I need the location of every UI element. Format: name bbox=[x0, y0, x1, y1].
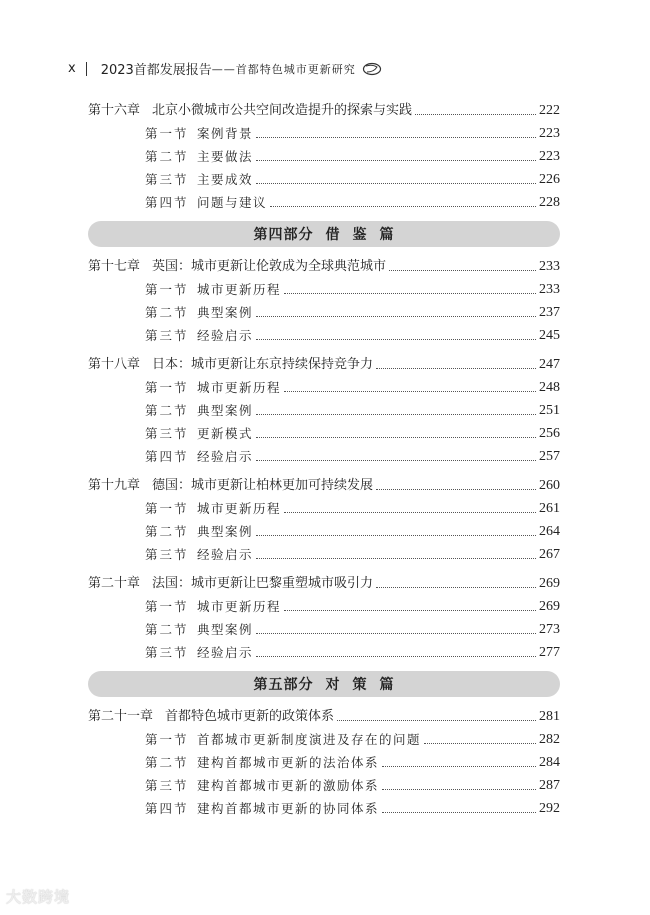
part-banner-text: 策 bbox=[352, 677, 368, 693]
dot-leader bbox=[382, 789, 536, 790]
page-ref: 245 bbox=[539, 327, 560, 343]
dot-leader bbox=[415, 114, 536, 115]
entry-title: 英国：城市更新让伦敦成为全球典范城市 bbox=[152, 258, 387, 274]
entry-title: 典型案例 bbox=[197, 523, 254, 539]
entry-title: 建构首都城市更新的激励体系 bbox=[197, 777, 380, 793]
page-ref: 233 bbox=[539, 258, 560, 274]
toc-section-entry[interactable] bbox=[88, 376, 560, 399]
section-number: 第一节 bbox=[145, 500, 189, 516]
entry-title: 城市更新历程 bbox=[197, 281, 282, 297]
dot-leader bbox=[284, 391, 536, 392]
chapter-number: 第十八章 bbox=[88, 356, 141, 372]
entry-title: 德国：城市更新让柏林更加可持续发展 bbox=[152, 477, 374, 493]
entry-title: 问题与建议 bbox=[197, 194, 268, 210]
dot-leader bbox=[256, 633, 536, 634]
entry-title: 更新模式 bbox=[197, 425, 254, 441]
dot-leader bbox=[376, 489, 536, 490]
dot-leader bbox=[270, 206, 536, 207]
entry-title: 法国：城市更新让巴黎重塑城市吸引力 bbox=[152, 575, 374, 591]
page-ref: 269 bbox=[539, 575, 560, 591]
page-ref: 264 bbox=[539, 523, 560, 539]
toc-section-entry[interactable] bbox=[88, 595, 560, 618]
part-banner-text: 鉴 bbox=[352, 227, 368, 243]
page-ref: 222 bbox=[539, 102, 560, 118]
entry-title: 城市更新历程 bbox=[197, 598, 282, 614]
dot-leader bbox=[256, 414, 536, 415]
page-ref: 267 bbox=[539, 546, 560, 562]
section-number: 第二节 bbox=[145, 304, 189, 320]
toc-section-entry[interactable] bbox=[88, 797, 560, 820]
section-number: 第一节 bbox=[145, 379, 189, 395]
entry-title: 建构首都城市更新的法治体系 bbox=[197, 754, 380, 770]
book-title: 2023首都发展报告 bbox=[100, 63, 212, 78]
section-number: 第一节 bbox=[145, 598, 189, 614]
toc-section-entry[interactable] bbox=[88, 122, 560, 145]
dot-leader bbox=[389, 270, 536, 271]
chapter-number: 第二十一章 bbox=[88, 708, 154, 724]
section-number: 第二节 bbox=[145, 621, 189, 637]
dot-leader bbox=[284, 293, 536, 294]
toc-chapter-entry[interactable] bbox=[88, 572, 560, 595]
page-ref: 226 bbox=[539, 171, 560, 187]
entry-title: 首都城市更新制度演进及存在的问题 bbox=[197, 731, 422, 747]
chapter-number: 第十七章 bbox=[88, 258, 141, 274]
dot-leader bbox=[382, 812, 536, 813]
part-banner-text: 篇 bbox=[379, 227, 395, 243]
toc-chapter-entry[interactable] bbox=[88, 353, 560, 376]
entry-title: 典型案例 bbox=[197, 304, 254, 320]
page-ref: 273 bbox=[539, 621, 560, 637]
entry-title: 北京小微城市公共空间改造提升的探索与实践 bbox=[152, 102, 413, 118]
page-ref: 251 bbox=[539, 402, 560, 418]
page-number: x bbox=[68, 61, 76, 76]
entry-title: 案例背景 bbox=[197, 125, 254, 141]
section-number: 第二节 bbox=[145, 523, 189, 539]
dot-leader bbox=[424, 743, 536, 744]
toc-chapter-entry[interactable] bbox=[88, 474, 560, 497]
toc-section-entry[interactable] bbox=[88, 728, 560, 751]
page-ref: 284 bbox=[539, 754, 560, 770]
dot-leader bbox=[256, 339, 536, 340]
section-number: 第二节 bbox=[145, 402, 189, 418]
dot-leader bbox=[256, 558, 536, 559]
part-banner-text: 篇 bbox=[379, 677, 395, 693]
page-ref: 223 bbox=[539, 125, 560, 141]
entry-title: 经验启示 bbox=[197, 327, 254, 343]
chapter-number: 第十九章 bbox=[88, 477, 141, 493]
toc-section-entry[interactable] bbox=[88, 278, 560, 301]
part-banner-text: 对 bbox=[325, 677, 341, 693]
toc-section-entry[interactable] bbox=[88, 543, 560, 566]
toc-section-entry[interactable] bbox=[88, 751, 560, 774]
toc-chapter-entry[interactable] bbox=[88, 99, 560, 122]
section-number: 第三节 bbox=[145, 327, 189, 343]
page-ref: 281 bbox=[539, 708, 560, 724]
entry-title: 日本：城市更新让东京持续保持竞争力 bbox=[152, 356, 374, 372]
section-number: 第一节 bbox=[145, 281, 189, 297]
section-number: 第四节 bbox=[145, 194, 189, 210]
section-number: 第三节 bbox=[145, 777, 189, 793]
toc-section-entry[interactable] bbox=[88, 641, 560, 664]
dot-leader bbox=[284, 610, 536, 611]
toc-section-entry[interactable] bbox=[88, 301, 560, 324]
page-ref: 247 bbox=[539, 356, 560, 372]
part-banner bbox=[88, 671, 560, 697]
toc-section-entry[interactable] bbox=[88, 168, 560, 191]
section-number: 第二节 bbox=[145, 148, 189, 164]
page-ref: 277 bbox=[539, 644, 560, 660]
section-number: 第三节 bbox=[145, 644, 189, 660]
toc-chapter-entry[interactable] bbox=[88, 705, 560, 728]
part-banner-text: 借 bbox=[325, 227, 341, 243]
toc-section-entry[interactable] bbox=[88, 497, 560, 520]
entry-title: 典型案例 bbox=[197, 402, 254, 418]
toc-chapter-entry[interactable] bbox=[88, 255, 560, 278]
dot-leader bbox=[256, 535, 536, 536]
dot-leader bbox=[337, 720, 536, 721]
page-ref: 223 bbox=[539, 148, 560, 164]
entry-title: 城市更新历程 bbox=[197, 500, 282, 516]
publisher-logo-icon bbox=[362, 62, 382, 76]
part-banner bbox=[88, 221, 560, 247]
page-ref: 260 bbox=[539, 477, 560, 493]
entry-title: 首都特色城市更新的政策体系 bbox=[165, 708, 335, 724]
chapter-number: 第二十章 bbox=[88, 575, 141, 591]
page-ref: 261 bbox=[539, 500, 560, 516]
dot-leader bbox=[382, 766, 536, 767]
dot-leader bbox=[256, 183, 536, 184]
section-number: 第二节 bbox=[145, 754, 189, 770]
entry-title: 经验启示 bbox=[197, 546, 254, 562]
entry-title: 城市更新历程 bbox=[197, 379, 282, 395]
entry-title: 建构首都城市更新的协同体系 bbox=[197, 800, 380, 816]
running-header bbox=[68, 59, 382, 78]
toc-section-entry[interactable] bbox=[88, 191, 560, 214]
toc-section-entry[interactable] bbox=[88, 422, 560, 445]
toc-section-entry[interactable] bbox=[88, 618, 560, 641]
section-number: 第四节 bbox=[145, 448, 189, 464]
section-number: 第三节 bbox=[145, 425, 189, 441]
toc-section-entry[interactable] bbox=[88, 445, 560, 468]
page-ref: 257 bbox=[539, 448, 560, 464]
table-of-contents bbox=[88, 99, 560, 820]
section-number: 第一节 bbox=[145, 125, 189, 141]
section-number: 第一节 bbox=[145, 731, 189, 747]
dot-leader bbox=[256, 437, 536, 438]
page-ref: 237 bbox=[539, 304, 560, 320]
toc-section-entry[interactable] bbox=[88, 399, 560, 422]
entry-title: 经验启示 bbox=[197, 644, 254, 660]
entry-title: 典型案例 bbox=[197, 621, 254, 637]
toc-section-entry[interactable] bbox=[88, 520, 560, 543]
dot-leader bbox=[256, 460, 536, 461]
dot-leader bbox=[256, 160, 536, 161]
toc-section-entry[interactable] bbox=[88, 774, 560, 797]
page-ref: 228 bbox=[539, 194, 560, 210]
entry-title: 主要成效 bbox=[197, 171, 254, 187]
toc-section-entry[interactable] bbox=[88, 145, 560, 168]
page-ref: 233 bbox=[539, 281, 560, 297]
entry-title: 主要做法 bbox=[197, 148, 254, 164]
dot-leader bbox=[376, 587, 536, 588]
section-number: 第三节 bbox=[145, 546, 189, 562]
dot-leader bbox=[256, 316, 536, 317]
dot-leader bbox=[284, 512, 536, 513]
header-divider bbox=[86, 62, 87, 76]
page-ref: 287 bbox=[539, 777, 560, 793]
dot-leader bbox=[256, 656, 536, 657]
page-ref: 248 bbox=[539, 379, 560, 395]
chapter-number: 第十六章 bbox=[88, 102, 141, 118]
book-subtitle: ——首都特色城市更新研究 bbox=[211, 62, 356, 76]
page-ref: 269 bbox=[539, 598, 560, 614]
toc-section-entry[interactable] bbox=[88, 324, 560, 347]
page-ref: 256 bbox=[539, 425, 560, 441]
entry-title: 经验启示 bbox=[197, 448, 254, 464]
part-banner-text: 第四部分 bbox=[253, 227, 314, 243]
section-number: 第三节 bbox=[145, 171, 189, 187]
section-number: 第四节 bbox=[145, 800, 189, 816]
page-ref: 292 bbox=[539, 800, 560, 816]
page-ref: 282 bbox=[539, 731, 560, 747]
dot-leader bbox=[376, 368, 536, 369]
dot-leader bbox=[256, 137, 536, 138]
watermark: 大数跨境 bbox=[6, 888, 71, 906]
part-banner-text: 第五部分 bbox=[253, 677, 314, 693]
